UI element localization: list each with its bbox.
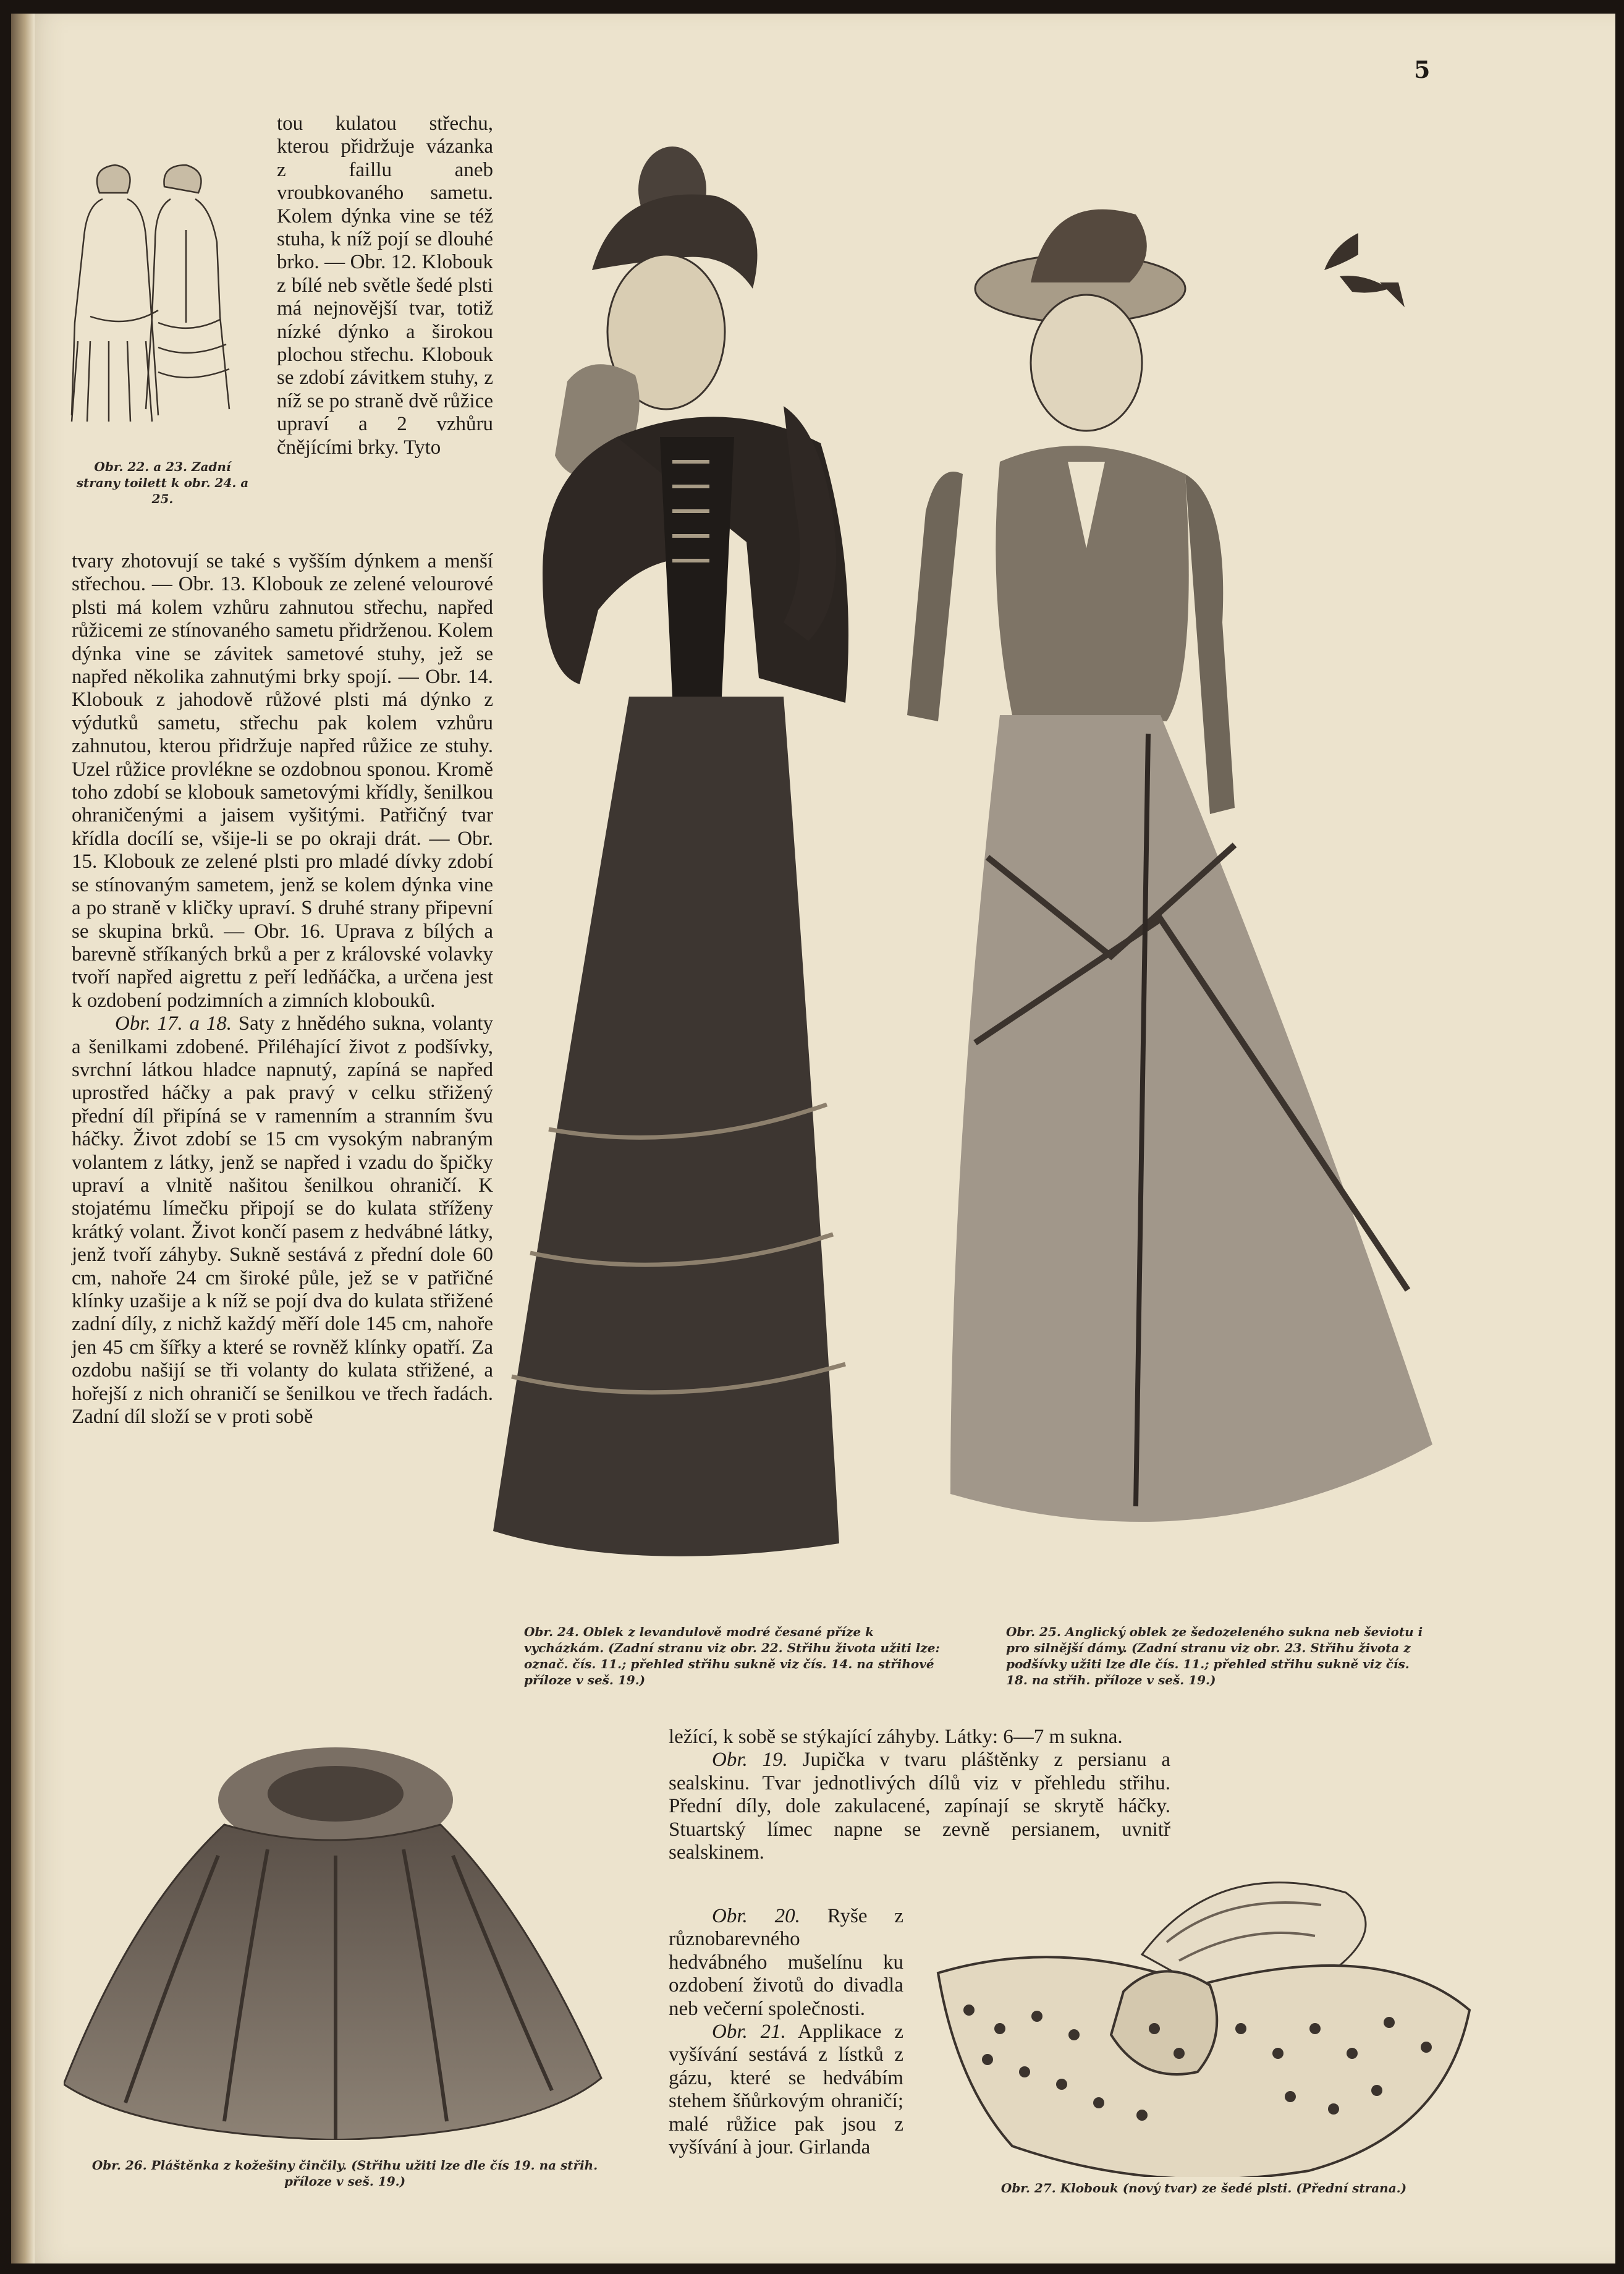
paragraph: ležící, k sobě se stýkající záhyby. Látky: 6—7 m sukna.	[669, 1726, 1123, 1748]
paragraph-obr-17: Obr. 17. a 18. Saty z hnědého sukna, volanty a šenilkami zdobené. Přiléhající život z podšívky, svrchní látkou hladce napnutý, zapíná se napřed uprostřed háčky a pak pravý v celku střižený přední díl připíná se v ramenním a stranním švu háčky. Život zdobí se 15 cm vysokým nabraným volantem z látky, jenž se napřed i vzadu do špičky upraví a vlnitě našitou šenilkou ohraničí. K stojatému límečku připojí se do kulata stříženy krátký volant. Život končí pasem z hedvábné látky, jenž tvoří záhyby. Sukně sestává z přední dole 60 cm, nahoře 24 cm široké půle, jež se v patřičné klínky uzašije a k níž se pojí dva do kulata střižené zadní díly, z nichž každý měří dole 145 cm, nahoře jen 45 cm šířky a které se rovněž klínky opatří. Za ozdobu našijí se tři volanty do kulata střižené, a hořejší z nich ohraničí se šenilkou ve třech řadách. Zadní díl složí se v proti sobě	[72, 1012, 493, 1428]
caption-obr-25: Obr. 25. Anglický oblek ze šedozeleného sukna neb ševiotu i pro silnější dámy. (Zadní stranu viz obr. 23. Střihu života z podšívky užiti lze dle čís. 11.; přehled střihu sukně viz čís. 18. na střih. příloze v seš. 19.)	[1006, 1624, 1423, 1687]
figure-fur-cape	[64, 1732, 607, 2140]
figure-ref-label: Obr. 17. a 18.	[115, 1012, 232, 1035]
paragraph: tou kulatou střechu, kterou přidržuje vázanka z faillu aneb vroubkovaného sametu. Kolem dýnka vine se též stuha, k níž pojí se dlouhé brko. — Obr. 12. Klobouk z bílé neb světle šedé plsti má nejnovější tvar, totiž nízké dýnko a širokou plochou střechu. Klobouk se zdobí závitkem stuhy, z níž se po straně dvě růžice upraví a 2 vzhůru čnějícími brky. Tyto	[277, 112, 493, 459]
figure-two-dresses	[493, 116, 1457, 1611]
caption-obr-22-23: Obr. 22. a 23. Zadní strany toilett k obr. 24. a 25.	[76, 459, 249, 506]
figure-ref-label: Obr. 20.	[712, 1905, 800, 1927]
paragraph: tvary zhotovují se také s vyšším dýnkem a menší střechou. — Obr. 13. Klobouk ze zelené velourové plsti má kolem vzhůru zahnutou střechu, napřed růžicemi ze stínovaného sametu přidrženou. Kolem dýnka vine se závitek sametové stuhy, jež se napřed několika zahnutými brky spojí. — Obr. 14. Klobouk z jahodově růžové plsti má dýnko z výdutků sametu, střechu pak kolem vzhůru zahnutou, kterou přidržuje napřed růžice ze stuhy. Uzel růžice provlékne se ozdobnou sponou. Kromě toho zdobí se klobouk sametovými křídly, šenilkou ohraničenými a jaisem vyšitými. Patřičný tvar křídla docílí se, všije-li se po okraji drát. — Obr. 15. Klobouk ze zelené plsti pro mladé dívky zdobí se stínovaným sametem, jenž se kolem dýnka vine a po straně v kličky upraví. S druhé strany připevní se skupina brků. — Obr. 16. Uprava z bílých a barevně stříkaných brků a per z královské volavky tvoří napřed aigrettu z peří ledňáčka, a určena jest k ozdobení podzimních a zimních kloboukû.	[72, 550, 493, 1012]
column1-main-text	[72, 550, 493, 1428]
caption-obr-26: Obr. 26. Pláštěnka z kožešiny činčily. (Střihu užiti lze dle čís 19. na střih. příloze v seš. 19.)	[91, 2158, 598, 2189]
paragraph-obr-20: Obr. 20. Ryše z různobarevného hedvábného mušelínu ku ozdobení životů do divadla neb večerní společnosti.	[669, 1905, 904, 2020]
paragraph-obr-21: Obr. 21. Applikace z vyšívání sestává z lístků z gázu, které se hedvábím stehem šňůrkovým ohraničí; malé růžice pak jsou z vyšívání à jour. Girlanda	[669, 2021, 903, 2159]
paragraph-obr-19: Obr. 19. Jupička v tvaru pláštěnky z persianu a sealskinu. Tvar jednotlivých dílů viz v přehledu střihu. Přední díly, dole zakulacené, zapínají se skrytě háčky. Stuartský límec napne se zevně persianem, uvnitř sealskinem.	[669, 1749, 1171, 1864]
page-number: 5	[1414, 56, 1431, 83]
bird-icon	[1324, 233, 1432, 307]
column2-text-narrow	[669, 1905, 903, 2159]
page-binding-shadow	[11, 14, 35, 2263]
figure-ref-label: Obr. 19.	[712, 1749, 788, 1771]
column2-text-top	[669, 1726, 1170, 1864]
figure-back-views	[66, 156, 245, 440]
caption-obr-27: Obr. 27. Klobouk (nový tvar) ze šedé plsti. (Přední strana.)	[1000, 2181, 1407, 2196]
caption-obr-24: Obr. 24. Oblek z levandulově modré česané příze k vycházkám. (Zadní stranu viz obr. 22. Střihu života užiti lze: označ. čís. 11.; přehled střihu sukně viz čís. 14. na střihové příloze v seš. 19.)	[524, 1624, 940, 1687]
column1-top-text	[277, 112, 493, 459]
figure-ref-label: Obr. 21.	[712, 2021, 786, 2043]
figure-hat	[920, 1868, 1488, 2177]
magazine-page	[11, 14, 1615, 2263]
